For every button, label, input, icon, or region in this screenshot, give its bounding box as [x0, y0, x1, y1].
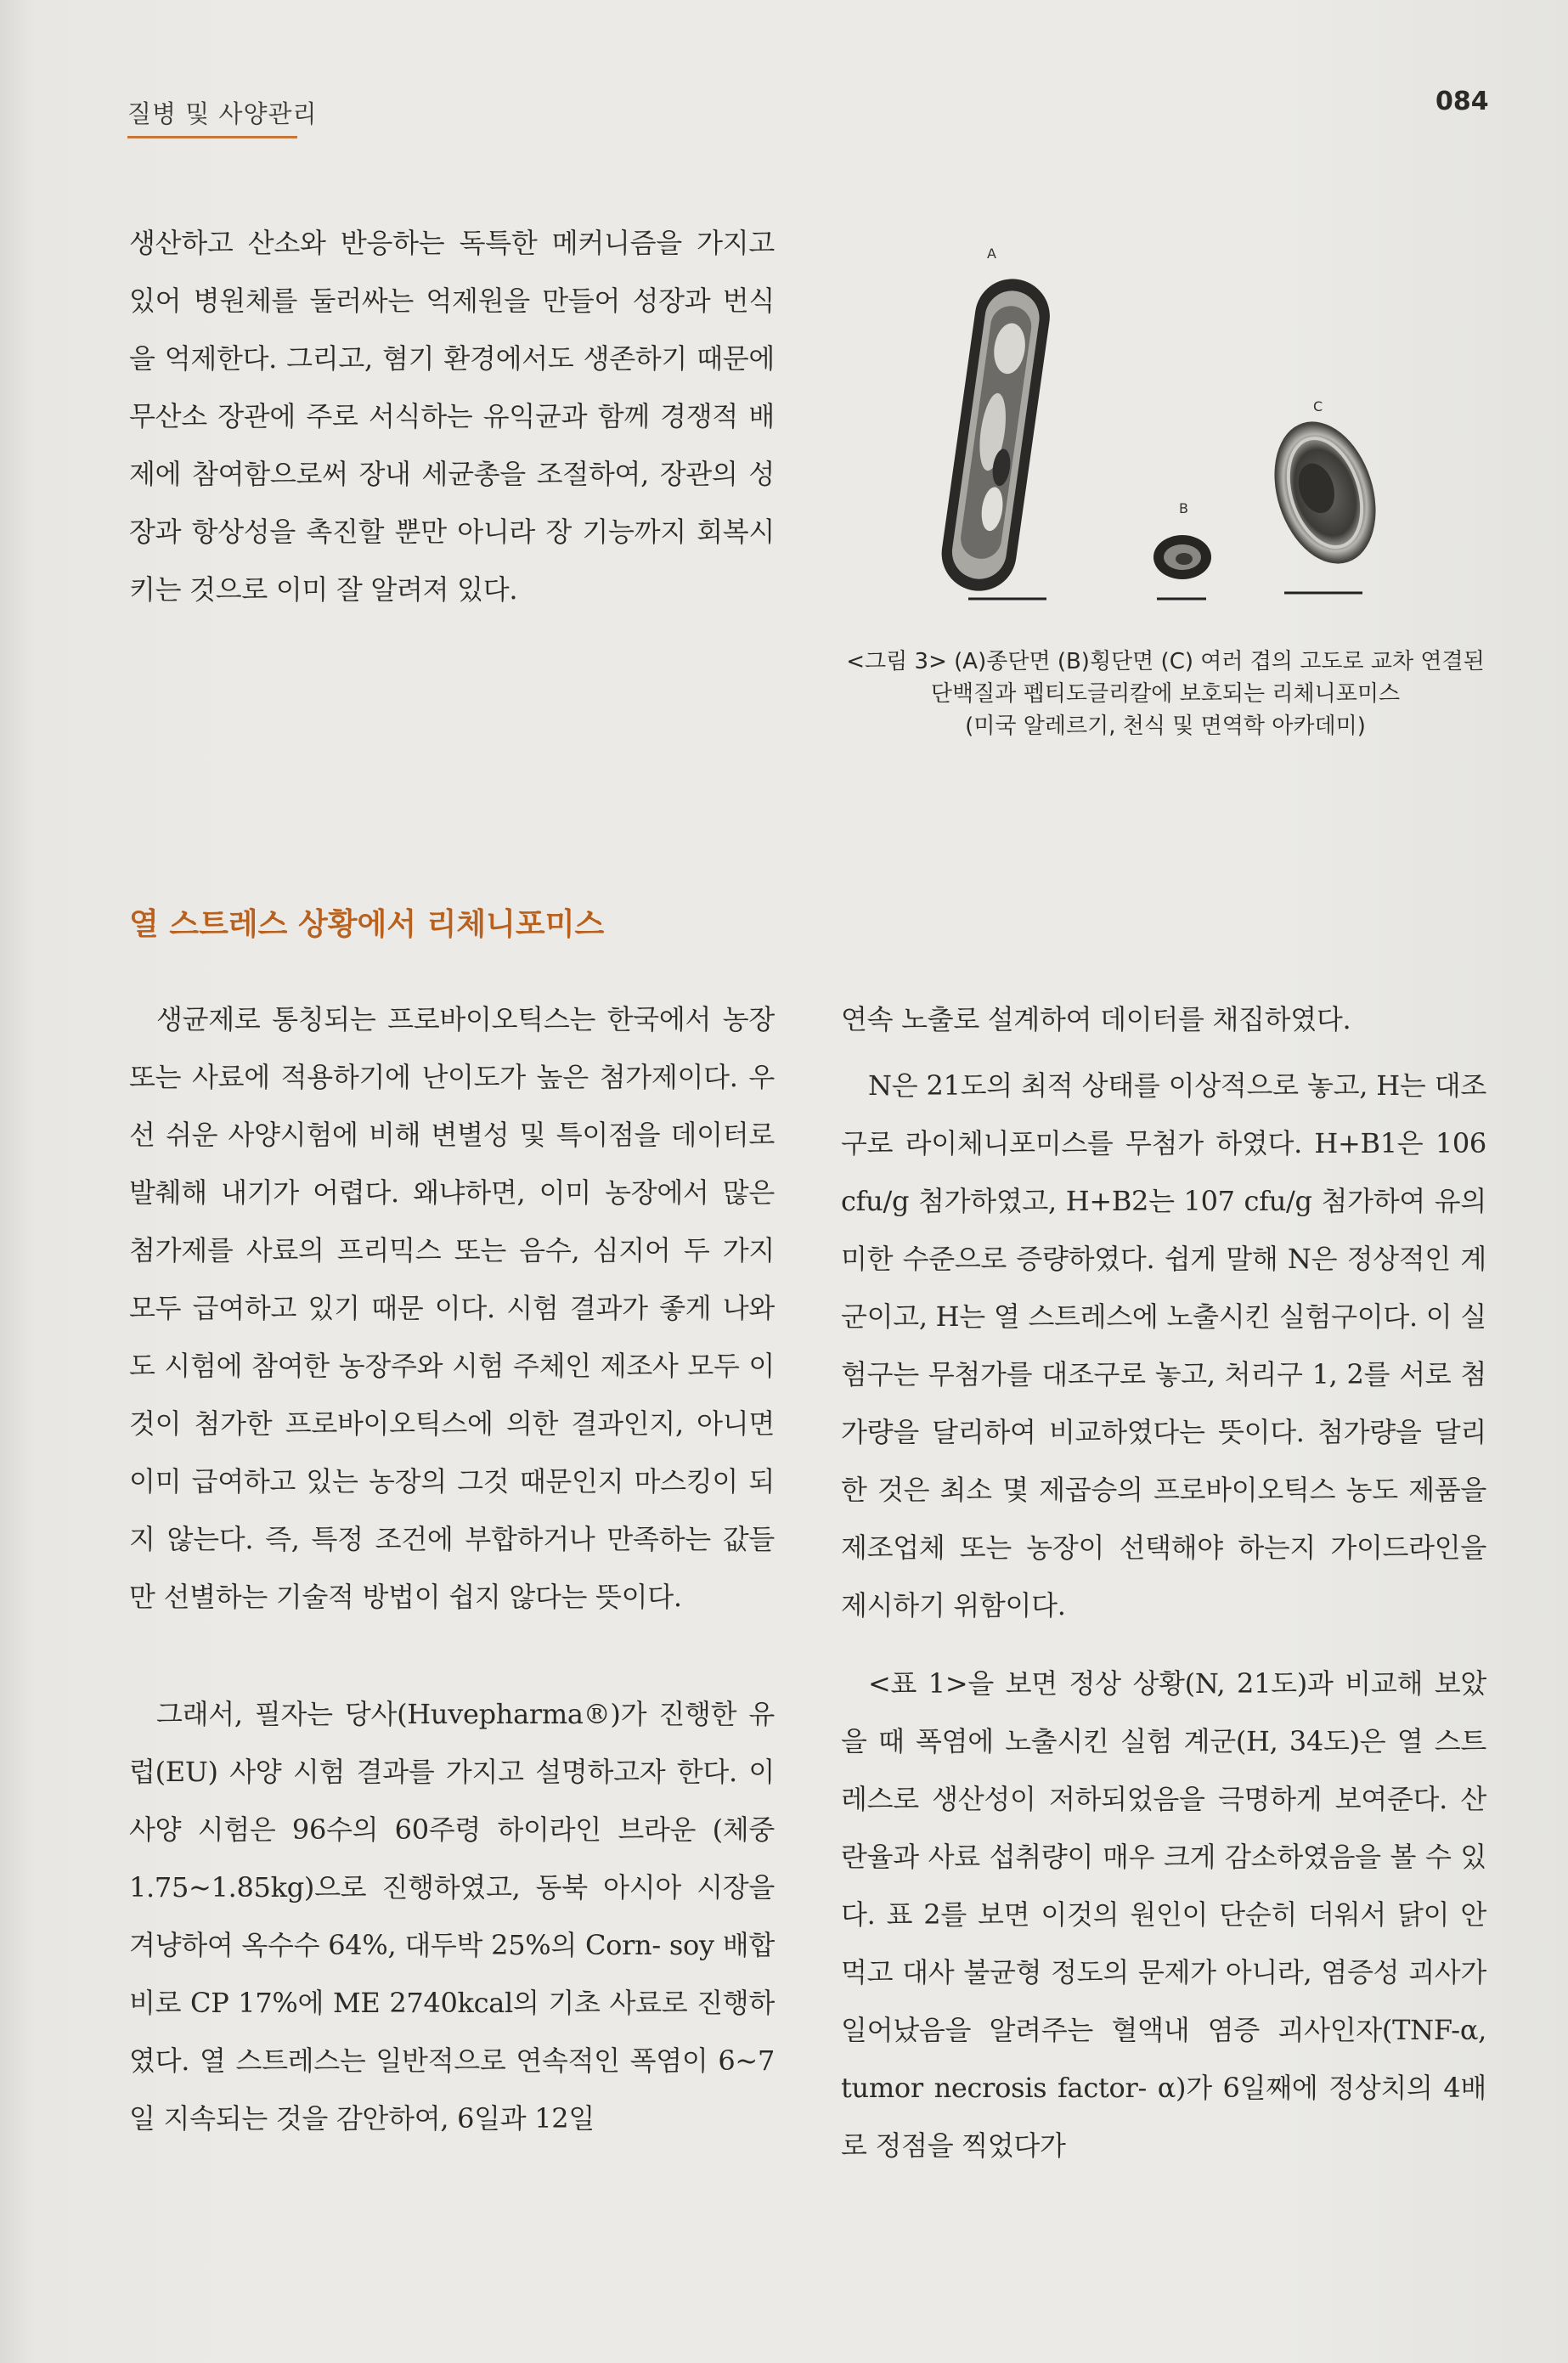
label-c: C	[1313, 398, 1323, 415]
left-paragraph-2	[129, 1685, 775, 2147]
paragraph-table-results: <표 1>을 보면 정상 상황(N, 21도)과 비교해 보았을 때 폭염에 노출시킨 실험 계군(H, 34도)은 열 스트레스로 생산성이 저하되었음을 극명하게 보여준다. 산란율과 사료 섭취량이 매우 크게 감소하였음을 볼 수 있다. 표 2를 보면 이것의 원인이 단순히 더워서 닭이 안 먹고 대사 불균형 정도의 문제가 아니라, 염증성 괴사가 일어났음을 알려주는 혈액내 염증 괴사인자(TNF-α, tumor necrosis factor- α)가 6일째에 정상치의 4배로 정점을 찍었다가	[841, 1667, 1487, 2162]
cell-b	[1153, 535, 1211, 579]
cell-c	[1257, 409, 1393, 577]
paragraph-continuation: 연속 노출로 설계하여 데이터를 채집하였다.	[841, 1003, 1351, 1035]
caption-line-2: 단백질과 펩티도글리칼에 보호되는 리체니포미스	[930, 681, 1401, 707]
cell-a	[937, 274, 1055, 596]
label-b: B	[1179, 500, 1188, 516]
paragraph-probiotics: 생균제로 통칭되는 프로바이오틱스는 한국에서 농장 또는 사료에 적용하기에 난이도가 높은 첨가제이다. 우선 쉬운 사양시험에 비해 변별성 및 특이점을 데이터로 발췌해 내기가 어렵다. 왜냐하면, 이미 농장에서 많은 첨가제를 사료의 프리믹스 또는 음수, 심지어 두 가지 모두 급여하고 있기 때문 이다. 시험 결과가 좋게 나와도 시험에 참여한 농장주와 시험 주체인 제조사 모두 이것이 첨가한 프로바이오틱스에 의한 결과인지, 아니면 이미 급여하고 있는 농장의 그것 때문인지 마스킹이 되지 않는다. 즉, 특정 조건에 부합하거나 만족하는 값들만 선별하는 기술적 방법이 쉽지 않다는 뜻이다.	[129, 1003, 776, 1613]
caption-line-3: (미국 알레르기, 천식 및 면역학 아카데미)	[965, 713, 1366, 739]
left-paragraph-1	[129, 990, 775, 1626]
section-header: 질병 및 사양관리	[127, 99, 318, 128]
left-intro-paragraph	[129, 214, 775, 618]
section-title: 열 스트레스 상황에서 리체니포미스	[129, 907, 605, 942]
right-paragraph-2	[841, 1057, 1486, 1634]
paragraph-eu-trial: 그래서, 필자는 당사(Huvepharma®)가 진행한 유럽(EU) 사양 시험 결과를 가지고 설명하고자 한다. 이 사양 시험은 96수의 60주령 하이라인 브라운 (체중 1.75~1.85kg)으로 진행하였고, 동북 아시아 시장을 겨냥하여 옥수수 64%, 대두박 25%의 Corn- soy 배합비로 CP 17%에 ME 2740kcal의 기초 사료로 진행하였다. 열 스트레스는 일반적으로 연속적인 폭염이 6~7일 지속되는 것을 감안하여, 6일과 12일	[129, 1698, 776, 2135]
figure-caption	[817, 646, 1514, 742]
micrograph-image	[849, 238, 1478, 612]
paragraph-groups: N은 21도의 최적 상태를 이상적으로 놓고, H는 대조구로 라이체니포미스를 무첨가 하였다. H+B1은 106 cfu/g 첨가하였고, H+B2는 107 cfu/g 첨가하여 유의미한 수준으로 증량하였다. 쉽게 말해 N은 정상적인 계군이고, H는 열 스트레스에 노출시킨 실험구이다. 이 실험구는 무첨가를 대조구로 놓고, 처리구 1, 2를 서로 첨가량을 달리하여 비교하였다는 뜻이다. 첨가량을 달리한 것은 최소 몇 제곱승의 프로바이오틱스 농도 제품을 제조업체 또는 농장이 선택해야 하는지 가이드라인을 제시하기 위함이다.	[841, 1069, 1487, 1621]
page-number: 084	[1435, 87, 1489, 116]
right-paragraph-1	[841, 990, 1486, 1048]
intro-text: 생산하고 산소와 반응하는 독특한 메커니즘을 가지고 있어 병원체를 둘러싸는 억제원을 만들어 성장과 번식을 억제한다. 그리고, 혐기 환경에서도 생존하기 때문에 무산소 장관에 주로 서식하는 유익균과 함께 경쟁적 배제에 참여함으로써 장내 세균총을 조절하여, 장관의 성장과 항상성을 촉진할 뿐만 아니라 장 기능까지 회복시키는 것으로 이미 잘 알려져 있다.	[129, 227, 776, 606]
figure-licheniformis-micrograph	[849, 238, 1478, 612]
caption-line-1: <그림 3> (A)종단면 (B)횡단면 (C) 여러 겹의 고도로 교차 연결된	[846, 649, 1485, 674]
label-a: A	[987, 245, 996, 262]
header-rule	[127, 136, 297, 138]
right-paragraph-3	[841, 1655, 1486, 2174]
